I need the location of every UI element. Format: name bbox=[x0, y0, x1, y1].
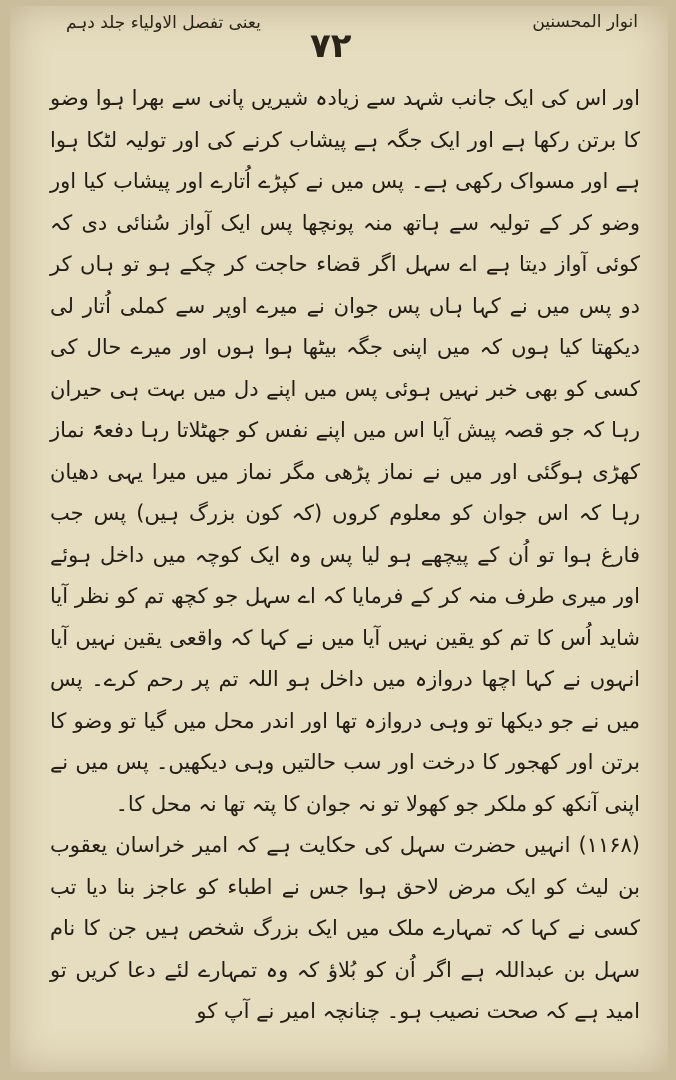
body-text bbox=[50, 78, 640, 1033]
page-number: ۷۲ bbox=[310, 26, 352, 66]
book-page bbox=[10, 6, 668, 1072]
paragraph: اور اس کی ایک جانب شہد سے زیادہ شیریں پانی سے بھرا ہوا وضو کا برتن رکھا ہے اور ایک جگہ ہے پیشاب کرنے کی اور تولیہ لٹکا ہوا ہے اور مسواک رکھی ہے۔ پس میں نے کپڑے اُتارے اور پیشاب کیا اور وضو کر کے تولیہ سے ہاتھ منہ پونچھا پس ایک آواز سُنائی دی کہ کوئی آواز دیتا ہے اے سہل اگر قضاء حاجت کر چکے ہو تو ہاں کر دو پس میں نے کہا ہاں پس جوان نے میرے اوپر سے کملی اُتار لی دیکھتا کیا ہوں کہ میں اپنی جگہ بیٹھا ہوا ہوں اور میرے حال کی کسی کو بھی خبر نہیں ہوئی پس میں اپنے دل میں بہت ہی حیران رہا کہ جو قصہ پیش آیا اس میں اپنے نفس کو جھٹلاتا رہا دفعۃً نماز کھڑی ہوگئی اور میں نے نماز پڑھی مگر نماز میں میرا یہی دھیان رہا کہ اس جوان کو معلوم کروں (کہ کون بزرگ ہیں) پس جب فارغ ہوا تو اُن کے پیچھے ہو لیا پس وہ ایک کوچہ میں داخل ہوئے اور میری طرف منہ کر کے فرمایا کہ اے سہل جو کچھ تم کو نظر آیا شاید اُس کا تم کو یقین نہیں آیا میں نے کہا کہ واقعی یقین نہیں آیا انہوں نے کہا اچھا دروازہ میں داخل ہو اللہ تم پر رحم کرے۔ پس میں نے جو دیکھا تو وہی دروازہ تھا اور اندر محل میں گیا تو وضو کا برتن اور کھجور کا درخت اور سب حالتیں وہی دیکھیں۔ پس میں نے اپنی آنکھ کو ملکر جو کھولا تو نہ جوان کا پتہ تھا نہ محل کا۔ bbox=[50, 86, 640, 816]
page-header bbox=[10, 6, 668, 76]
running-head-right: انوار المحسنین bbox=[532, 12, 638, 32]
paragraph: (۱۱۶۸) انہیں حضرت سہل کی حکایت ہے کہ امیر خراسان یعقوب بن لیث کو ایک مرض لاحق ہوا جس نے اطباء کو عاجز بنا دیا تب کسی نے کہا کہ تمہارے ملک میں ایک بزرگ شخص ہیں جن کا نام سہل بن عبداللہ ہے اگر اُن کو بُلاؤ کہ وہ تمہارے لئے دعا کریں تو امید ہے کہ صحت نصیب ہو۔ چنانچہ امیر نے آپ کو bbox=[50, 833, 640, 1023]
running-head-left: یعنی تفصل الاولیاء جلد دہم bbox=[66, 13, 261, 33]
